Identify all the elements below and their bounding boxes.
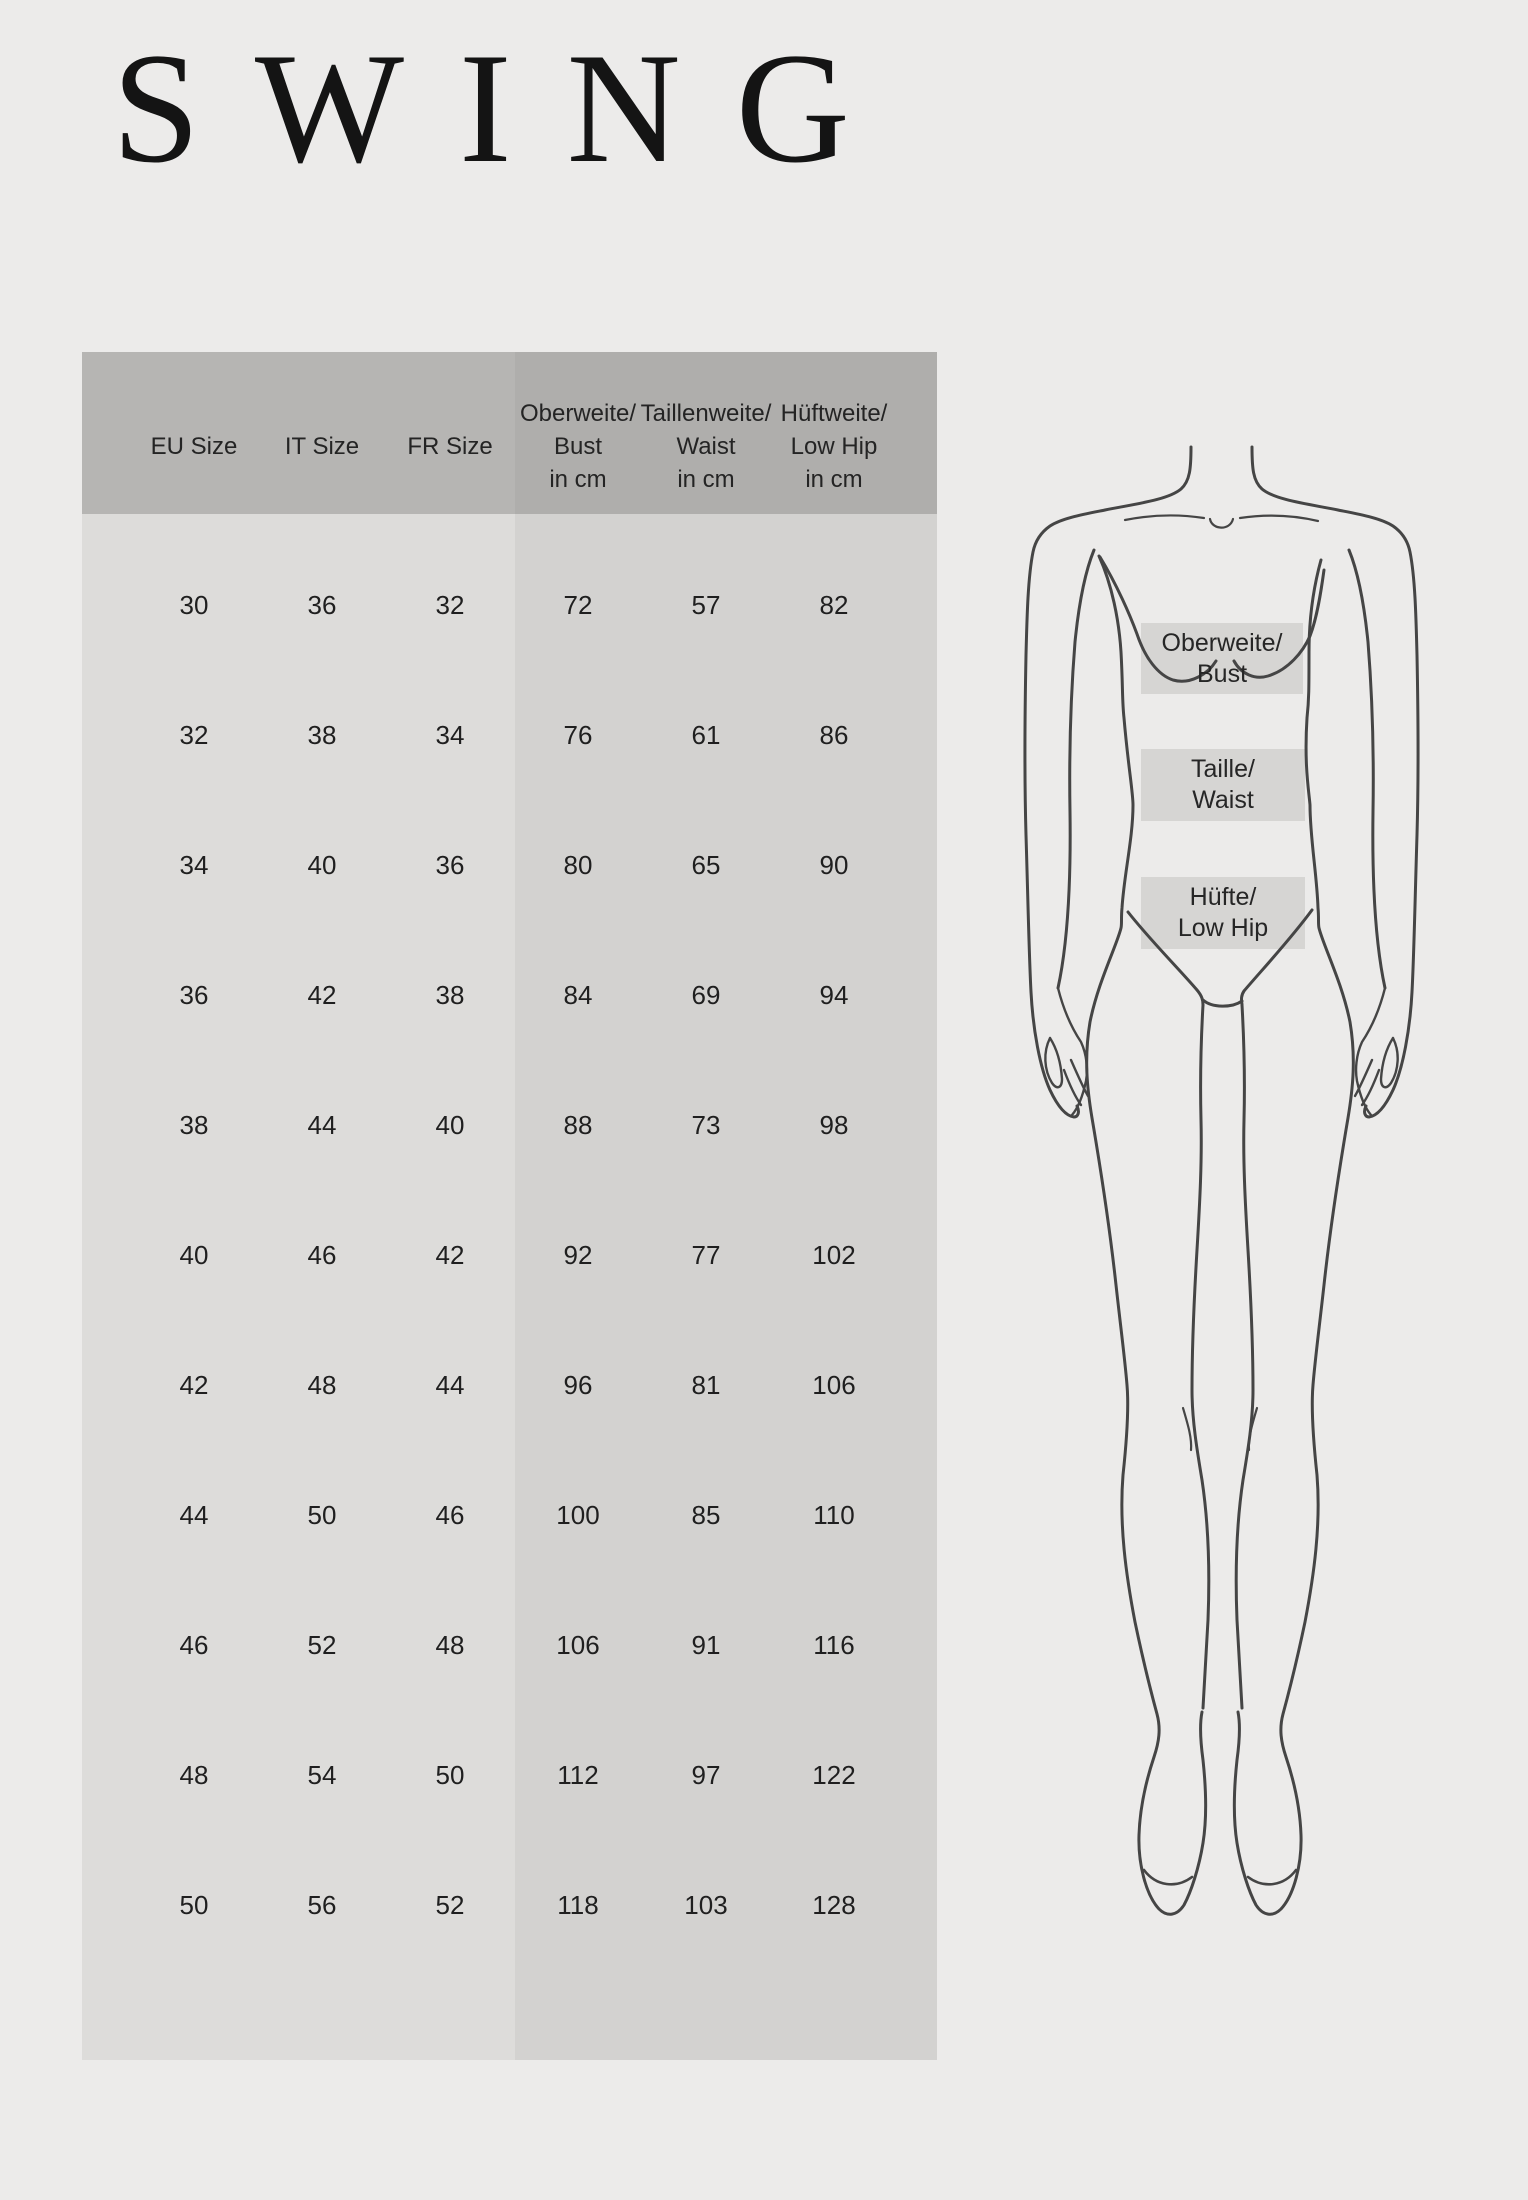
size-value: 56 <box>307 1889 337 1920</box>
size-value: 40 <box>435 1109 465 1140</box>
table-row <box>130 1580 898 1710</box>
size-value: 54 <box>307 1759 337 1790</box>
column-header-line: Waist <box>676 432 736 460</box>
table-row <box>130 1320 898 1450</box>
brand-logo: SWING <box>112 21 905 196</box>
size-value: 61 <box>691 719 721 750</box>
column-header <box>770 352 898 514</box>
size-value: 36 <box>307 589 337 620</box>
size-value: 48 <box>435 1629 465 1660</box>
size-value: 91 <box>691 1629 721 1660</box>
column-header <box>514 352 642 514</box>
size-value: 50 <box>307 1499 337 1530</box>
table-header <box>82 352 937 514</box>
table-row <box>130 670 898 800</box>
size-value: 92 <box>563 1239 593 1270</box>
size-value: 38 <box>307 719 337 750</box>
table-row <box>130 1840 898 1970</box>
table-body <box>130 514 898 1970</box>
toe-arcs <box>1144 1870 1296 1884</box>
table-row <box>130 1190 898 1320</box>
size-value: 122 <box>812 1759 856 1790</box>
waist-label-line-en: Waist <box>1192 786 1254 814</box>
size-value: 36 <box>179 979 209 1010</box>
size-value: 38 <box>179 1109 209 1140</box>
size-value: 102 <box>812 1239 856 1270</box>
size-value: 80 <box>563 849 593 880</box>
size-value: 112 <box>557 1759 599 1790</box>
size-value: 103 <box>684 1889 728 1920</box>
size-value: 76 <box>563 719 593 750</box>
column-header-line: in cm <box>677 465 735 493</box>
size-value: 44 <box>307 1109 337 1140</box>
size-value: 42 <box>435 1239 465 1270</box>
column-header-line: Hüftweite/ <box>780 399 888 427</box>
column-header <box>130 352 258 514</box>
collarbone-lines <box>1125 515 1318 527</box>
size-value: 50 <box>435 1759 465 1790</box>
size-value: 118 <box>557 1889 599 1920</box>
size-value: 52 <box>307 1629 337 1660</box>
size-value: 94 <box>819 979 849 1010</box>
size-value: 110 <box>813 1499 855 1530</box>
size-value: 48 <box>307 1369 337 1400</box>
size-value: 128 <box>812 1889 856 1920</box>
column-header-line: EU Size <box>150 432 238 460</box>
size-value: 34 <box>179 849 209 880</box>
size-value: 42 <box>307 979 337 1010</box>
size-value: 73 <box>691 1109 721 1140</box>
column-header-line: in cm <box>549 465 607 493</box>
size-value: 46 <box>435 1499 465 1530</box>
size-value: 32 <box>179 719 209 750</box>
size-value: 44 <box>179 1499 209 1530</box>
size-value: 36 <box>435 849 465 880</box>
waist-label-line-de: Taille/ <box>1191 755 1255 783</box>
size-value: 96 <box>563 1369 593 1400</box>
column-header-line: IT Size <box>284 432 360 460</box>
size-value: 100 <box>556 1499 600 1530</box>
size-value: 97 <box>691 1759 721 1790</box>
size-value: 65 <box>691 849 721 880</box>
size-value: 40 <box>179 1239 209 1270</box>
size-value: 81 <box>691 1369 721 1400</box>
column-header <box>386 352 514 514</box>
bust-label-line-en: Bust <box>1196 659 1248 688</box>
column-header-line: FR Size <box>407 432 493 460</box>
size-value: 48 <box>179 1759 209 1790</box>
column-header-line: Oberweite/ <box>519 399 637 427</box>
size-value: 84 <box>563 979 593 1010</box>
size-value: 72 <box>563 589 593 620</box>
column-header-line: Bust <box>553 432 603 460</box>
column-header-line: in cm <box>805 465 863 493</box>
size-value: 46 <box>307 1239 337 1270</box>
column-header-line: Low Hip <box>790 432 878 460</box>
size-value: 57 <box>691 589 721 620</box>
size-value: 86 <box>819 719 849 750</box>
hip-measurement-label <box>1141 877 1305 949</box>
size-value: 82 <box>819 589 849 620</box>
size-value: 69 <box>691 979 721 1010</box>
bust-label-line-de: Oberweite/ <box>1161 628 1283 657</box>
size-value: 88 <box>563 1109 593 1140</box>
column-header-line: Taillenweite/ <box>640 399 772 427</box>
size-value: 106 <box>812 1369 856 1400</box>
size-value: 90 <box>819 849 849 880</box>
table-row <box>130 930 898 1060</box>
crotch-curve <box>1203 1000 1242 1006</box>
column-header <box>642 352 770 514</box>
size-value: 85 <box>691 1499 721 1530</box>
size-value: 52 <box>435 1889 465 1920</box>
left-inner-leg <box>1192 1005 1209 1708</box>
waist-measurement-label <box>1141 749 1305 821</box>
left-inner-arm <box>1058 550 1094 988</box>
size-value: 98 <box>819 1109 849 1140</box>
size-value: 38 <box>435 979 465 1010</box>
body-measurement-figure <box>1020 440 1440 1940</box>
hip-label-line-de: Hüfte/ <box>1189 883 1257 911</box>
table-row <box>130 800 898 930</box>
bust-measurement-label <box>1141 623 1303 694</box>
table-row <box>130 1060 898 1190</box>
size-value: 30 <box>179 589 209 620</box>
table-header-cells <box>130 352 898 514</box>
size-value: 50 <box>179 1889 209 1920</box>
right-inner-leg <box>1236 1005 1253 1708</box>
size-value: 116 <box>813 1629 855 1660</box>
right-inner-arm <box>1349 550 1385 988</box>
table-row <box>130 1710 898 1840</box>
size-value: 106 <box>556 1629 600 1660</box>
size-value: 32 <box>435 589 465 620</box>
table-row <box>130 540 898 670</box>
size-table <box>82 352 937 2060</box>
table-row <box>130 1450 898 1580</box>
size-value: 40 <box>307 849 337 880</box>
size-value: 46 <box>179 1629 209 1660</box>
size-value: 77 <box>691 1239 721 1270</box>
size-value: 44 <box>435 1369 465 1400</box>
size-value: 34 <box>435 719 465 750</box>
hip-label-line-en: Low Hip <box>1177 914 1269 942</box>
size-value: 42 <box>179 1369 209 1400</box>
column-header <box>258 352 386 514</box>
